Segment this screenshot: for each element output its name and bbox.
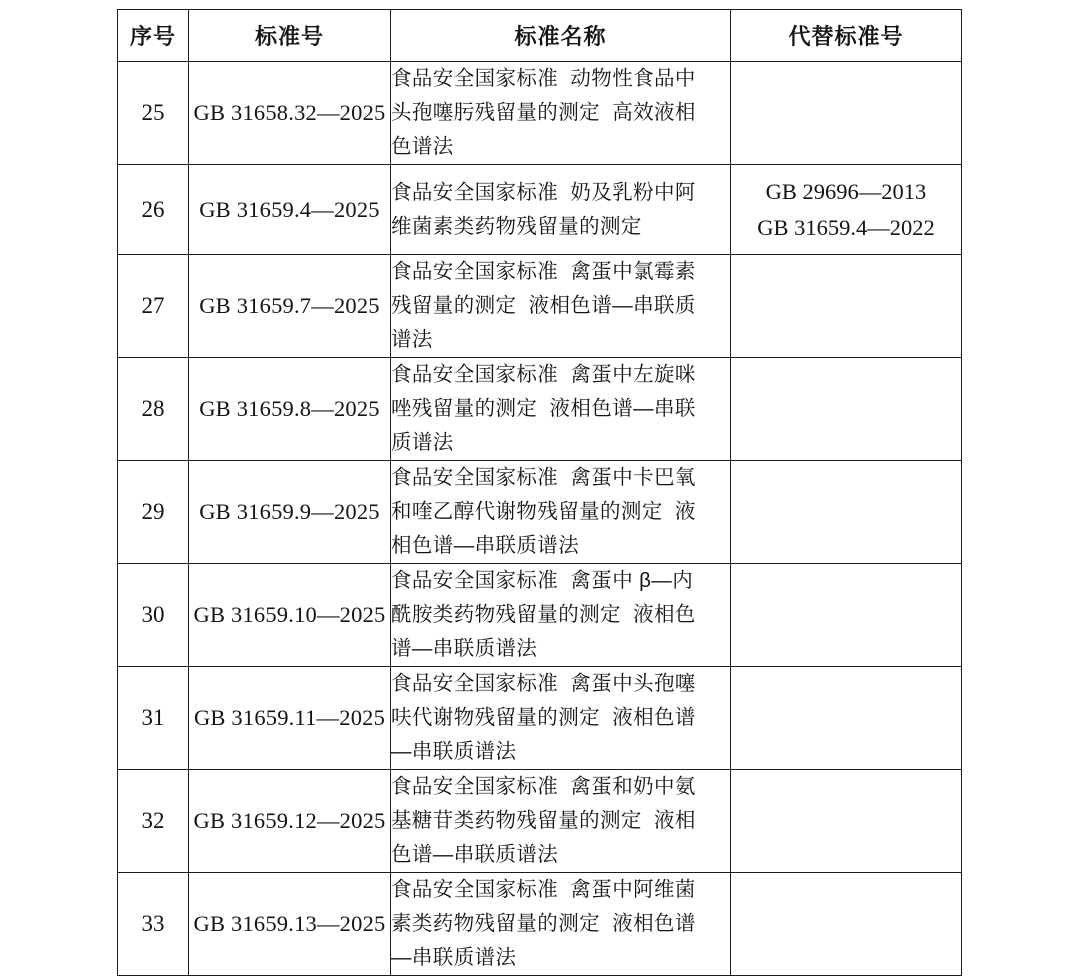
cell-standard-number: GB 31659.10—2025 [189, 564, 391, 667]
cell-replaced-standard-number [731, 564, 962, 667]
column-header-standard-name: 标准名称 [391, 10, 731, 62]
cell-replaced-standard-number [731, 667, 962, 770]
standard-name-line: 色谱—串联质谱法 [391, 843, 559, 866]
table-row [118, 165, 962, 255]
table-row [118, 255, 962, 358]
cell-standard-name [391, 358, 731, 461]
standard-name-line: 头孢噻肟残留量的测定 高效液相 [391, 101, 696, 124]
cell-standard-name [391, 770, 731, 873]
cell-standard-name [391, 165, 731, 255]
cell-sequence-number: 29 [118, 461, 189, 564]
standard-name-line: 食品安全国家标准 禽蛋和奶中氨 [391, 775, 696, 798]
standard-name-line: 酰胺类药物残留量的测定 液相色 [391, 603, 696, 626]
cell-sequence-number: 33 [118, 873, 189, 976]
table-row [118, 564, 962, 667]
cell-standard-name [391, 62, 731, 165]
column-header-standard-no: 标准号 [189, 10, 391, 62]
cell-standard-name [391, 461, 731, 564]
standard-name-line: 食品安全国家标准 禽蛋中头孢噻 [391, 672, 696, 695]
standard-name-line: —串联质谱法 [391, 740, 517, 763]
cell-standard-number: GB 31659.13—2025 [189, 873, 391, 976]
standard-name-line: 食品安全国家标准 奶及乳粉中阿 [391, 180, 696, 204]
cell-replaced-standard-number [731, 62, 962, 165]
cell-replaced-standard-number [731, 873, 962, 976]
cell-replaced-standard-number [731, 165, 962, 255]
cell-replaced-standard-number [731, 770, 962, 873]
table-row [118, 770, 962, 873]
standard-name-line: 质谱法 [391, 431, 454, 454]
cell-standard-name [391, 255, 731, 358]
cell-standard-number: GB 31659.4—2025 [189, 165, 391, 255]
standard-name-line: 唑残留量的测定 液相色谱—串联 [391, 397, 696, 420]
column-header-replaced-no: 代替标准号 [731, 10, 962, 62]
cell-standard-number: GB 31659.8—2025 [189, 358, 391, 461]
cell-standard-number: GB 31659.11—2025 [189, 667, 391, 770]
cell-sequence-number: 31 [118, 667, 189, 770]
standard-name-line: 谱—串联质谱法 [391, 637, 538, 660]
standard-name-line: 和喹乙醇代谢物残留量的测定 液 [391, 500, 696, 523]
standard-name-line: 食品安全国家标准 禽蛋中左旋咪 [391, 363, 696, 386]
cell-sequence-number: 25 [118, 62, 189, 165]
standard-name-line: 食品安全国家标准 禽蛋中卡巴氧 [391, 466, 696, 489]
standard-name-line: —串联质谱法 [391, 946, 517, 969]
replaced-standard-line: GB 31659.4—2022 [757, 214, 935, 240]
standard-name-line: 呋代谢物残留量的测定 液相色谱 [391, 706, 696, 729]
table-body [118, 62, 962, 976]
cell-standard-number: GB 31659.7—2025 [189, 255, 391, 358]
standard-name-line: 维菌素类药物残留量的测定 [391, 214, 642, 238]
cell-replaced-standard-number [731, 358, 962, 461]
replaced-standard-line: GB 29696—2013 [765, 178, 927, 204]
table-header-row [118, 10, 962, 62]
standard-name-line: 食品安全国家标准 动物性食品中 [391, 67, 696, 90]
cell-sequence-number: 27 [118, 255, 189, 358]
table-row [118, 62, 962, 165]
standard-name-line: 素类药物残留量的测定 液相色谱 [391, 912, 696, 935]
table-row [118, 358, 962, 461]
standard-name-line: 残留量的测定 液相色谱—串联质 [391, 294, 696, 317]
standard-name-line: 相色谱—串联质谱法 [391, 534, 580, 557]
cell-sequence-number: 26 [118, 165, 189, 255]
cell-sequence-number: 32 [118, 770, 189, 873]
column-header-seq: 序号 [118, 10, 189, 62]
table-row [118, 873, 962, 976]
cell-replaced-standard-number [731, 461, 962, 564]
table-row [118, 667, 962, 770]
cell-standard-name [391, 667, 731, 770]
standard-name-line: 食品安全国家标准 禽蛋中 β—内 [391, 569, 694, 592]
cell-standard-name [391, 873, 731, 976]
cell-standard-name [391, 564, 731, 667]
table-header [118, 10, 962, 62]
cell-standard-number: GB 31659.12—2025 [189, 770, 391, 873]
cell-standard-number: GB 31658.32—2025 [189, 62, 391, 165]
table-row [118, 461, 962, 564]
standard-name-line: 谱法 [391, 328, 433, 351]
cell-sequence-number: 28 [118, 358, 189, 461]
standard-name-line: 食品安全国家标准 禽蛋中阿维菌 [391, 878, 696, 901]
cell-standard-number: GB 31659.9—2025 [189, 461, 391, 564]
cell-sequence-number: 30 [118, 564, 189, 667]
standard-name-line: 基糖苷类药物残留量的测定 液相 [391, 809, 696, 832]
cell-replaced-standard-number [731, 255, 962, 358]
standard-name-line: 食品安全国家标准 禽蛋中氯霉素 [391, 260, 696, 283]
standards-table [117, 9, 962, 976]
standard-name-line: 色谱法 [391, 135, 454, 158]
